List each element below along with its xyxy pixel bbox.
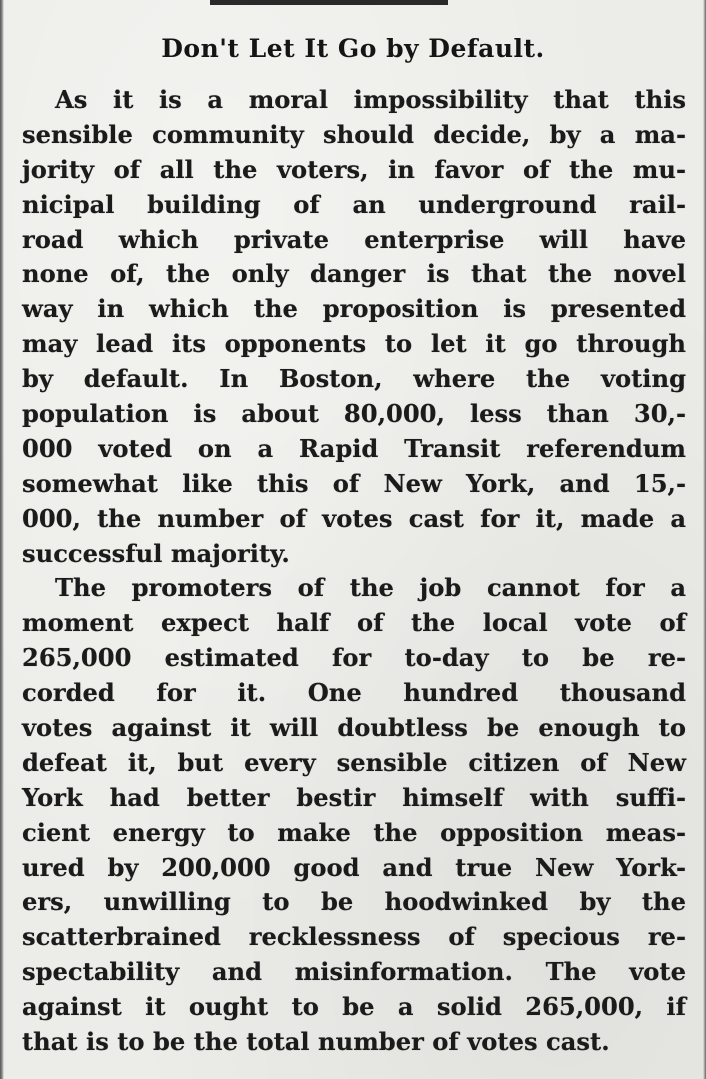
text-line: sensible community should decide, by a ma-: [22, 119, 686, 149]
text-line: The promoters of the job cannot for a: [55, 573, 686, 603]
paragraph-2: [22, 571, 686, 1059]
text-line: spectability and misinformation. The vote: [22, 957, 686, 987]
text-line: against it ought to be a solid 265,000, if: [22, 992, 686, 1022]
text-line: population is about 80,000, less than 30,-: [22, 399, 686, 429]
text-line: 265,000 estimated for to-day to be re-: [22, 643, 686, 673]
top-rule: [210, 0, 448, 5]
text-line: may lead its opponents to let it go through: [22, 329, 686, 359]
text-line: nicipal building of an underground rail-: [22, 189, 686, 219]
left-column-border: [0, 0, 4, 1079]
text-line: road which private enterprise will have: [22, 224, 686, 254]
text-line: ers, unwilling to be hoodwinked by the: [22, 887, 686, 917]
text-line: votes against it will doubtless be enough to: [22, 713, 686, 743]
article-headline: Don't Let It Go by Default.: [161, 34, 545, 63]
text-line: corded for it. One hundred thousand: [22, 678, 686, 708]
text-line: As it is a moral impossibility that this: [55, 85, 686, 114]
text-line: 000, the number of votes cast for it, made a: [22, 503, 686, 533]
text-line: York had better bestir himself with suffi-: [22, 782, 686, 812]
text-line: way in which the proposition is presented: [22, 294, 686, 324]
text-line: somewhat like this of New York, and 15,-: [22, 468, 686, 498]
text-line: moment expect half of the local vote of: [22, 608, 686, 638]
text-line: successful majority.: [22, 538, 290, 568]
text-line: cient energy to make the opposition meas-: [22, 817, 686, 847]
text-line: scatterbrained recklessness of specious re-: [22, 922, 686, 952]
text-line: jority of all the voters, in favor of the mu-: [22, 154, 686, 184]
paragraph-1: [22, 83, 686, 571]
text-line: that is to be the total number of votes cast.: [22, 1027, 610, 1057]
article-body: [22, 83, 686, 1060]
text-line: ured by 200,000 good and true New York-: [22, 852, 686, 882]
text-line: none of, the only danger is that the novel: [22, 259, 686, 289]
text-line: by default. In Boston, where the voting: [22, 364, 686, 394]
text-line: defeat it, but every sensible citizen of New: [22, 747, 686, 777]
text-line: 000 voted on a Rapid Transit referendum: [22, 433, 686, 463]
